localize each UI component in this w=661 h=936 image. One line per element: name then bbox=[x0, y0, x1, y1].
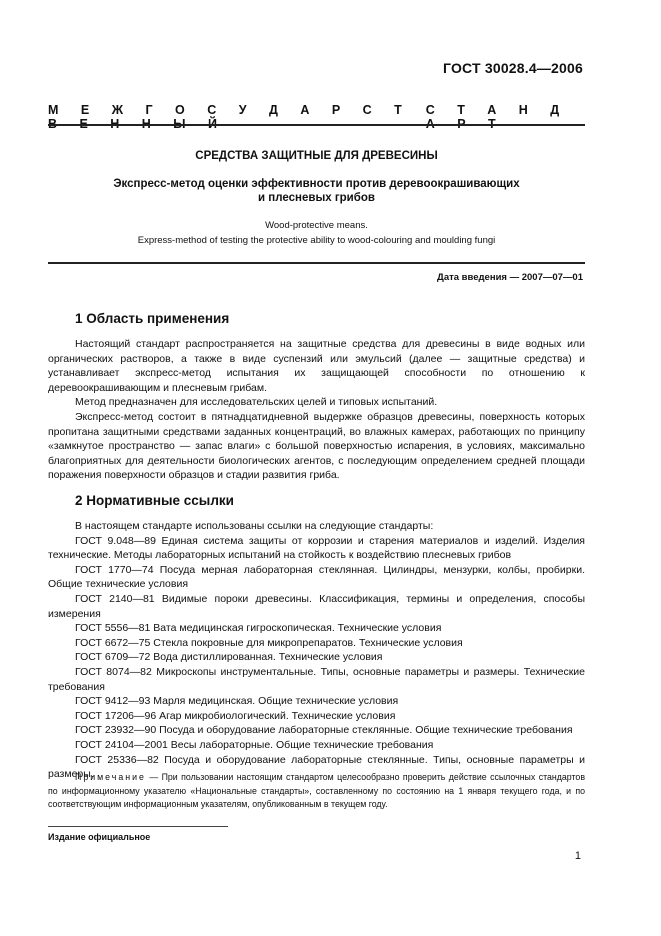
note-text: — При пользовании настоящим стандартом целесообразно проверить действие ссылочных стандартов по информационному указателю «Национальные стандарты», составленному по состоянию на 1 января текущего года, и по соответствующим информационным указателям, опубликованным в текущем году. bbox=[48, 772, 585, 810]
page-number: 1 bbox=[574, 850, 581, 862]
header-rule bbox=[48, 124, 585, 126]
interstate-word: М Е Ж Г О С У Д А Р С Т bbox=[48, 103, 412, 117]
reference-item: ГОСТ 9412—93 Марля медицинская. Общие технические условия bbox=[75, 695, 399, 708]
note-paragraph bbox=[48, 771, 585, 812]
paragraph: Экспресс-метод состоит в пятнадцатидневной выдержке образцов древесины, поверхность которых пропитана защитными средствами заданных концентраций, во влажных камерах, работающих по принципу «замкнутое пространство — запас влаги» с большой поверхностью испарения, в условиях, максимально благоприятных для деятельности биологических агентов, с последующим определением средней площади поражения поверхности образцов и стадии развития гриба. bbox=[48, 410, 585, 482]
paragraph: Настоящий стандарт распространяется на защитные средства для древесины в виде водных или органических растворов, а также в виде суспензий или эмульсий (далее — защитные средства) и устанавливает экспресс-метод испытания их защищающей способности по отношению к деревоокрашивающим и плесневым грибам. bbox=[48, 338, 585, 394]
footer-rule bbox=[48, 826, 228, 827]
standard-word: С Т А Н Д bbox=[425, 103, 569, 117]
reference-item: ГОСТ 9.048—89 Единая система защиты от коррозии и старения материалов и изделий. Изделия технические. Методы лабораторных испытаний на стойкость к воздействию плесневых грибов bbox=[48, 534, 585, 562]
reference-item: ГОСТ 2140—81 Видимые пороки древесины. Классификация, термины и определения, способы измерения bbox=[48, 592, 585, 620]
reference-item: ГОСТ 6672—75 Стекла покровные для микропрепаратов. Технические условия bbox=[75, 636, 463, 649]
reference-item: ГОСТ 24104—2001 Весы лабораторные. Общие технические требования bbox=[75, 738, 434, 751]
reference-item: ГОСТ 17206—96 Агар микробиологический. Технические условия bbox=[75, 709, 396, 722]
section-1-body bbox=[48, 337, 585, 483]
paragraph: В настоящем стандарте использованы ссылки на следующие стандарты: bbox=[75, 520, 434, 532]
document-title: СРЕДСТВА ЗАЩИТНЫЕ ДЛЯ ДРЕВЕСИНЫ bbox=[195, 150, 438, 162]
note-block bbox=[48, 771, 585, 812]
document-number: ГОСТ 30028.4—2006 bbox=[443, 60, 583, 76]
reference-item: ГОСТ 25336—82 Посуда и оборудование лабораторные стеклянные. Типы, основные параметры и размеры. bbox=[48, 753, 585, 781]
reference-item: ГОСТ 5556—81 Вата медицинская гигроскопическая. Технические условия bbox=[75, 622, 442, 635]
interstate-standard-heading bbox=[48, 103, 586, 131]
reference-item: ГОСТ 8074—82 Микроскопы инструментальные. Типы, основные параметры и размеры. Технические требования bbox=[48, 665, 585, 693]
subtitle-line: и плесневых грибов bbox=[258, 191, 375, 204]
subtitle-line: Экспресс-метод оценки эффективности против деревоокрашивающих bbox=[113, 178, 520, 190]
reference-item: ГОСТ 23932—90 Посуда и оборудование лабораторные стеклянные. Общие технические требования bbox=[75, 724, 573, 737]
paragraph: Метод предназначен для исследовательских целей и типовых испытаний. bbox=[75, 396, 438, 409]
note-label: Примечание bbox=[75, 772, 146, 782]
reference-item: ГОСТ 6709—72 Вода дистиллированная. Технические условия bbox=[75, 651, 383, 664]
edition-label: Издание официальное bbox=[48, 832, 151, 842]
english-title-line: Wood-protective means. bbox=[265, 220, 368, 231]
english-title bbox=[48, 218, 585, 248]
section-2-body bbox=[48, 519, 585, 782]
document-subtitle bbox=[48, 178, 585, 205]
reference-item: ГОСТ 1770—74 Посуда мерная лабораторная стеклянная. Цилиндры, мензурки, колбы, пробирки. Общие технические условия bbox=[48, 563, 585, 591]
introduction-date: Дата введения — 2007—07—01 bbox=[437, 272, 583, 283]
english-title-line: Express-method of testing the protective ability to wood-colouring and moulding fungi bbox=[137, 235, 496, 246]
section-1-heading: 1 Область применения bbox=[75, 311, 230, 326]
section-2-heading: 2 Нормативные ссылки bbox=[75, 493, 234, 508]
title-rule bbox=[48, 262, 585, 264]
